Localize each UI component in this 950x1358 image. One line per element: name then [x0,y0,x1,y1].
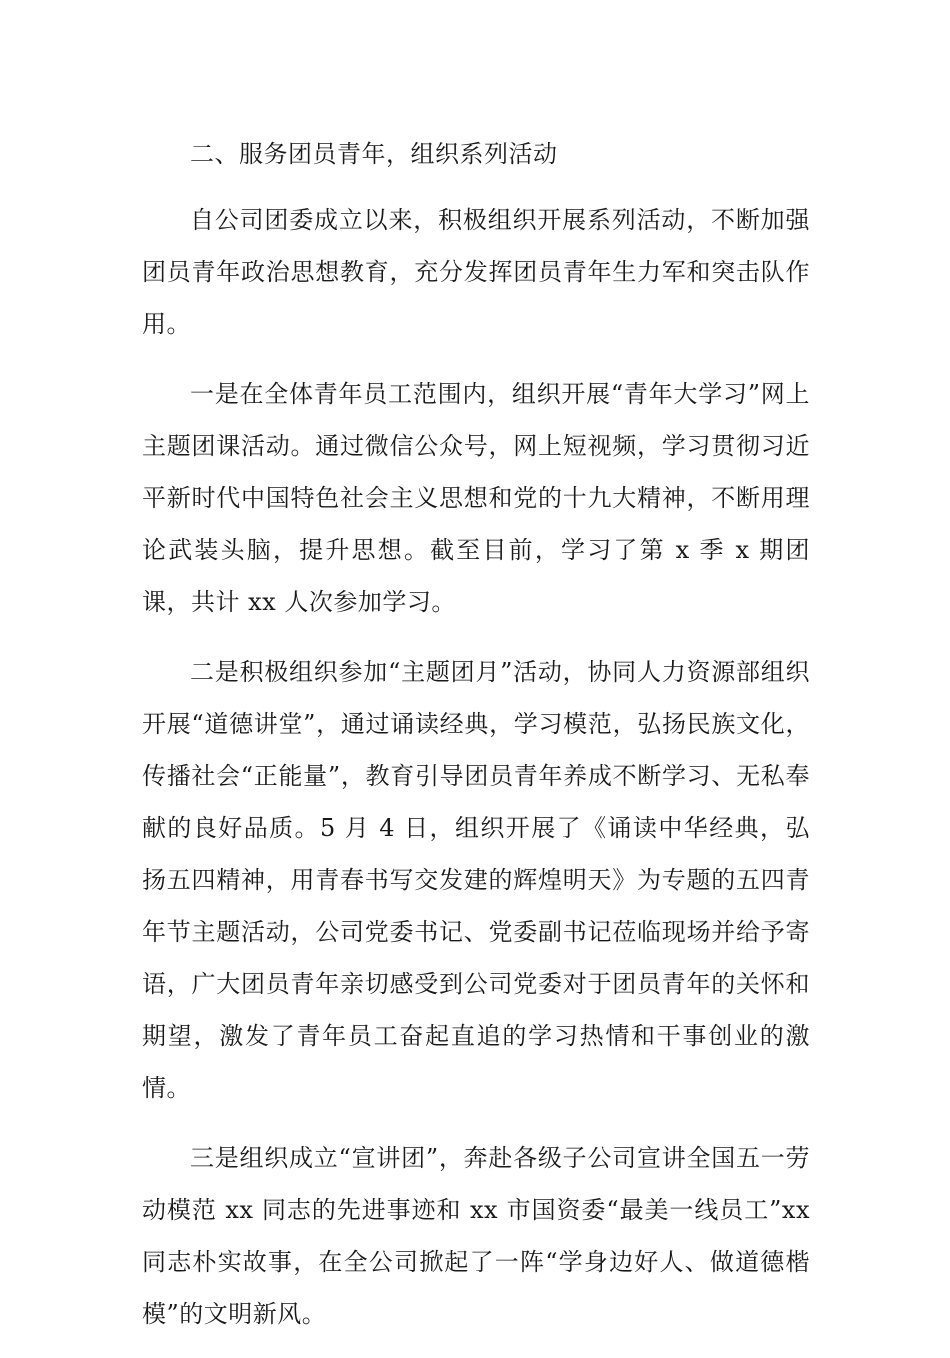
paragraph-intro: 自公司团委成立以来，积极组织开展系列活动，不断加强团员青年政治思想教育，充分发挥团员青年生力军和突击队作用。 [142,206,810,338]
section-heading: 二、服务团员青年，组织系列活动 [190,140,558,168]
paragraph-item-3: 三是组织成立“宣讲团”，奔赴各级子公司宣讲全国五一劳动模范 xx 同志的先进事迹和 xx 市国资委“最美一线员工”xx 同志朴实故事，在全公司掀起了一阵“学身边好人、做道德楷模”的文明新风。 [142,1144,810,1328]
document-body [142,128,810,1358]
paragraph-item-2: 二是积极组织参加“主题团月”活动，协同人力资源部组织开展“道德讲堂”，通过诵读经典，学习模范，弘扬民族文化，传播社会“正能量”，教育引导团员青年养成不断学习、无私奉献的良好品质。5 月 4 日，组织开展了《诵读中华经典，弘扬五四精神，用青春书写交发建的辉煌明天》为专题的五四青年节主题活动，公司党委书记、党委副书记莅临现场并给予寄语，广大团员青年亲切感受到公司党委对于团员青年的关怀和期望，激发了青年员工奋起直追的学习热情和干事创业的激情。 [142,658,810,1102]
paragraph-item-1: 一是在全体青年员工范围内，组织开展“青年大学习”网上主题团课活动。通过微信公众号，网上短视频，学习贯彻习近平新时代中国特色社会主义思想和党的十九大精神，不断用理论武装头脑，提升思想。截至目前，学习了第 x 季 x 期团课，共计 xx 人次参加学习。 [142,380,810,616]
